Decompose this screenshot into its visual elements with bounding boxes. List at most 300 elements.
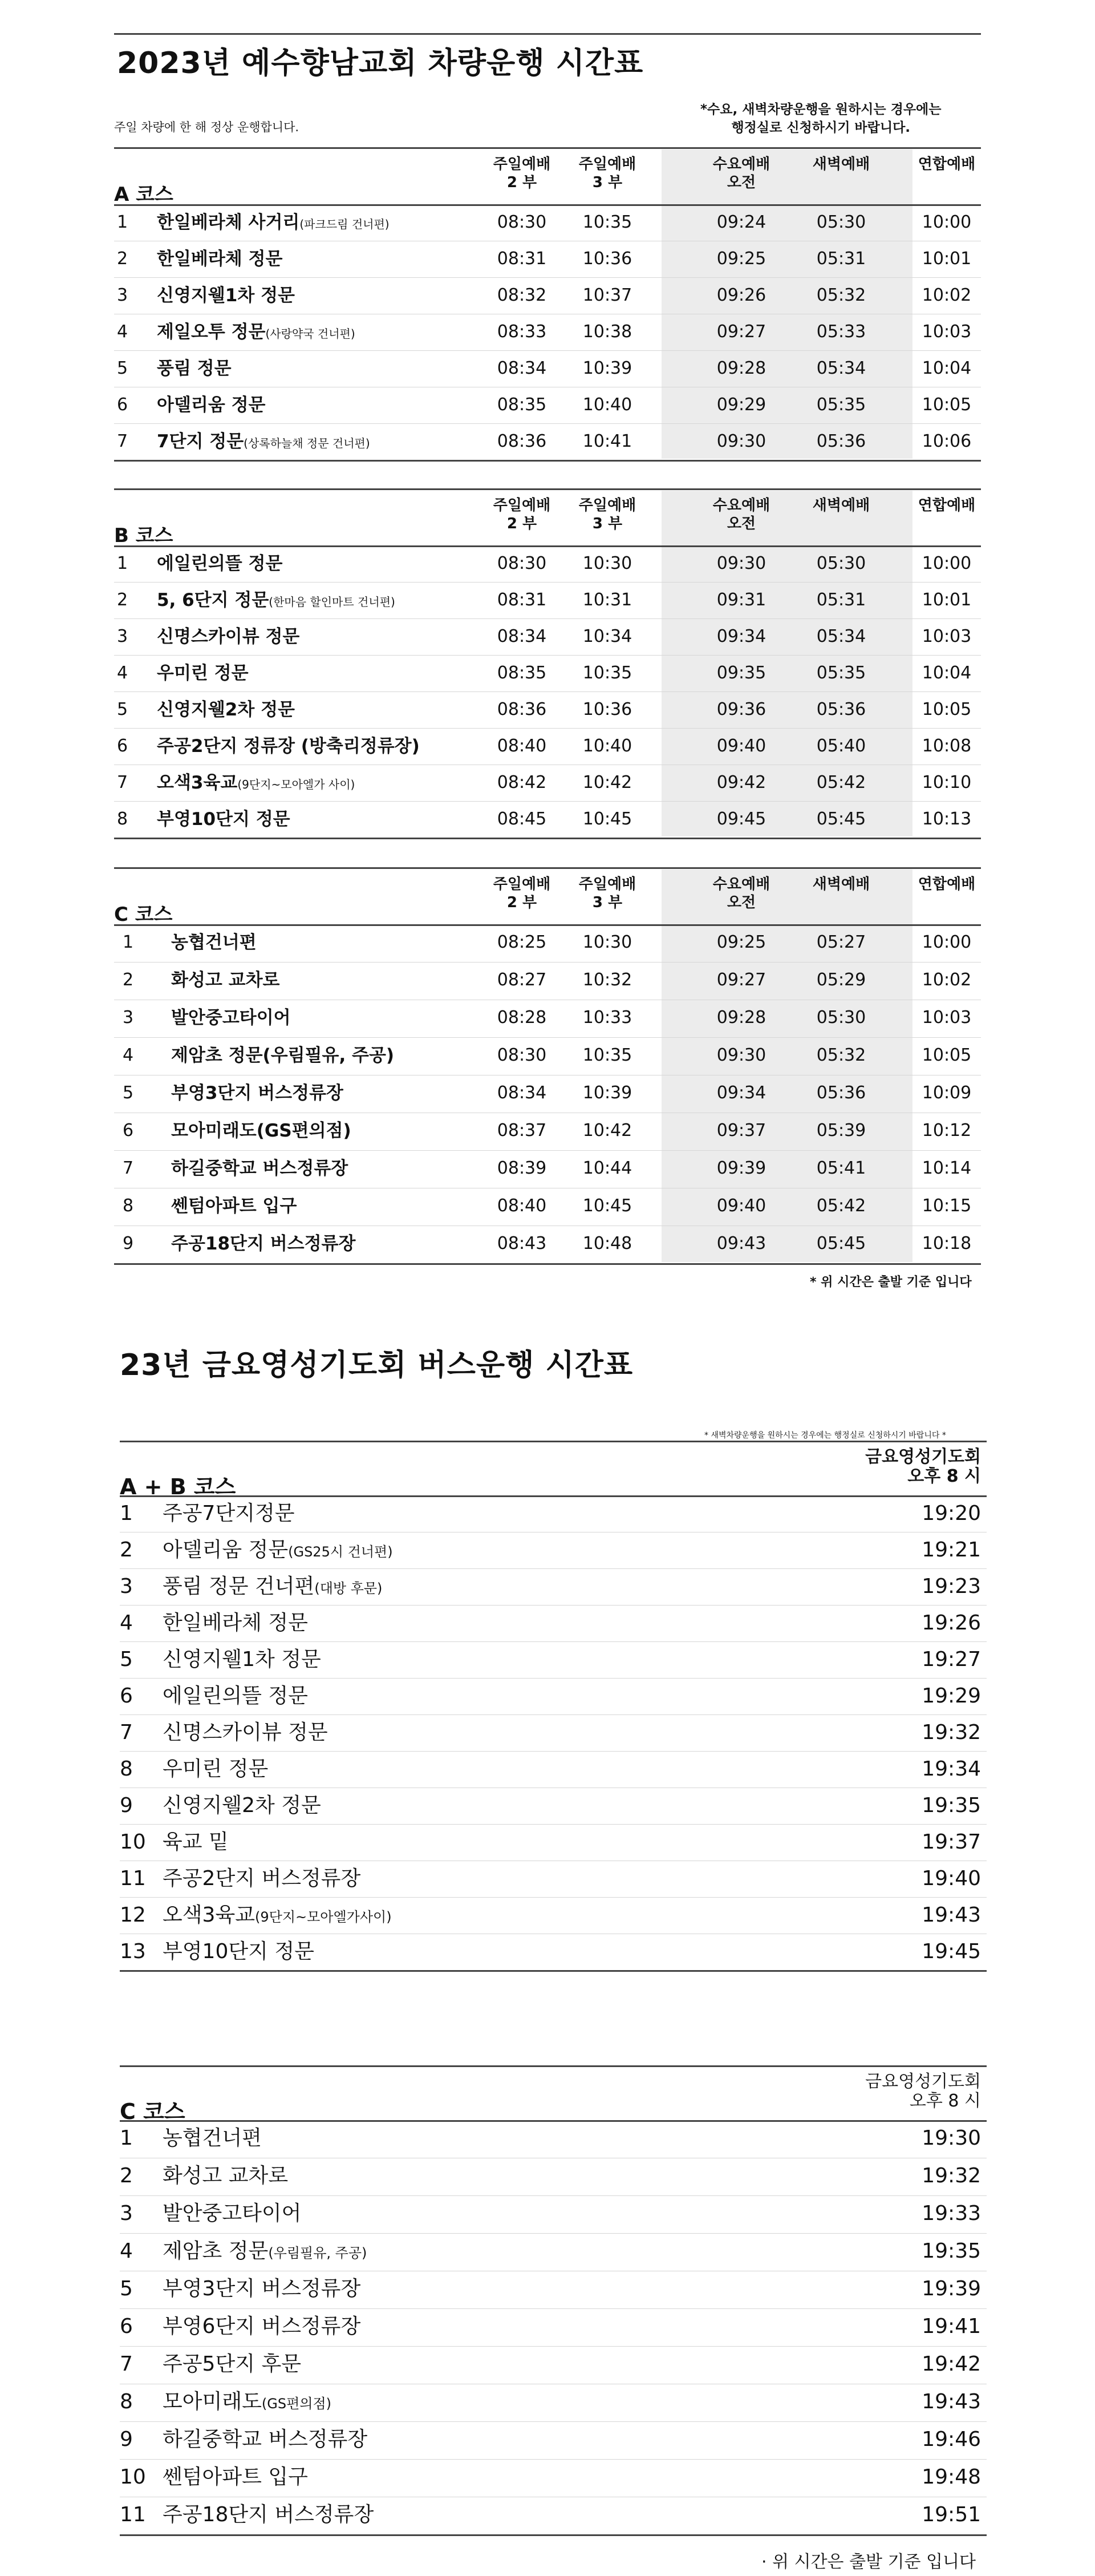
courseA-time-cell: 10:38 (582, 322, 632, 342)
courseA-time-cell: 05:34 (816, 358, 866, 378)
stop-name: 7단지 정문 (157, 431, 244, 452)
courseA-time-cell: 10:40 (582, 395, 632, 415)
courseC-time-cell: 05:39 (816, 1121, 866, 1141)
friAB-row-num: 12 (120, 1903, 146, 1927)
stop-name: 제일오투 정문 (157, 322, 266, 342)
stop-name: 화성고 교차로 (163, 2164, 289, 2187)
courseA-col-header-2: 수요예배 오전 (712, 156, 770, 191)
stop-name: 발안중고타이어 (163, 2202, 302, 2225)
courseA-time-cell: 09:25 (716, 249, 766, 269)
friC-course-name: C 코스 (120, 2099, 185, 2124)
stop-name: 신영지웰2차 정문 (157, 699, 295, 720)
courseB-time-cell: 10:45 (582, 809, 632, 829)
courseB-header-rule (114, 488, 981, 490)
stop-name: 주공2단지 버스정류장 (163, 1867, 361, 1890)
courseB-row-num: 6 (117, 736, 128, 756)
courseC-time-cell: 05:45 (816, 1234, 866, 1253)
courseA-time-cell: 05:30 (816, 212, 866, 232)
stop-name: 한일베라체 정문 (163, 1611, 308, 1635)
friC-row-stop (163, 2271, 360, 2307)
courseA-time-cell: 05:31 (816, 249, 866, 269)
friAB-bottom-rule (120, 1970, 987, 1972)
stop-name: 풍림 정문 (157, 358, 232, 379)
friAB-row-stop (163, 1897, 392, 1934)
courseB-time-cell: 09:40 (716, 736, 766, 756)
courseB-course-name: B 코스 (114, 524, 173, 547)
courseB-time-cell: 08:31 (497, 590, 547, 610)
friAB-time-cell: 19:34 (922, 1757, 981, 1781)
stop-name: 육교 밑 (163, 1830, 229, 1854)
courseC-time-cell: 09:43 (716, 1234, 766, 1253)
courseC-row-num: 2 (123, 970, 134, 990)
courseA-time-cell: 10:04 (922, 358, 972, 378)
courseB-time-cell: 08:42 (497, 773, 547, 792)
footnote-weekly: * 위 시간은 출발 기준 입니다 (810, 1275, 972, 1289)
friC-row-num: 11 (120, 2503, 146, 2526)
friAB-row-num: 1 (120, 1502, 133, 1525)
friC-time-cell: 19:30 (922, 2126, 981, 2150)
friAB-time-cell: 19:27 (922, 1648, 981, 1671)
friC-time-cell: 19:41 (922, 2315, 981, 2338)
courseC-time-cell: 10:12 (922, 1121, 972, 1141)
courseC-row-num: 8 (123, 1196, 134, 1216)
stop-name: 주공2단지 정류장 (방축리정류장) (157, 736, 420, 757)
courseC-row-num: 5 (123, 1083, 134, 1103)
friAB-course-name: A + B 코스 (120, 1474, 236, 1499)
courseC-course-name: C 코스 (114, 903, 173, 926)
friAB-row-divider (120, 1824, 987, 1825)
courseB-time-cell: 09:45 (716, 809, 766, 829)
friC-row-num: 10 (120, 2465, 146, 2489)
courseA-time-cell: 10:36 (582, 249, 632, 269)
friAB-time-cell: 19:40 (922, 1867, 981, 1890)
courseC-row-stop (171, 1226, 355, 1262)
stop-name: 한일베라체 사거리 (157, 212, 300, 233)
friC-col-header: 금요영성기도회 오후 8 시 (865, 2072, 981, 2111)
top-rule (114, 33, 981, 35)
friAB-row-num: 2 (120, 1538, 133, 1562)
courseC-time-cell: 08:37 (497, 1121, 547, 1141)
courseC-row-num: 3 (123, 1008, 134, 1028)
friAB-row-stop (163, 1568, 382, 1605)
courseB-time-cell: 05:42 (816, 773, 866, 792)
courseC-time-cell: 10:42 (582, 1121, 632, 1141)
courseB-time-cell: 10:42 (582, 773, 632, 792)
friAB-row-num: 8 (120, 1757, 133, 1781)
courseA-time-cell: 10:03 (922, 322, 972, 342)
courseC-time-cell: 10:48 (582, 1234, 632, 1253)
friC-time-cell: 19:48 (922, 2465, 981, 2489)
courseC-time-cell: 09:37 (716, 1121, 766, 1141)
courseA-course-name: A 코스 (114, 183, 173, 206)
courseB-time-cell: 05:40 (816, 736, 866, 756)
courseC-time-cell: 09:25 (716, 932, 766, 952)
friAB-time-cell: 19:21 (922, 1538, 981, 1562)
courseA-col-header-4: 연합예배 (918, 156, 976, 173)
courseB-time-cell: 08:45 (497, 809, 547, 829)
courseB-time-cell: 10:30 (582, 553, 632, 573)
stop-name: 풍림 정문 건너편 (163, 1575, 315, 1598)
courseC-time-cell: 10:33 (582, 1008, 632, 1028)
courseA-time-cell: 05:32 (816, 285, 866, 305)
friAB-time-cell: 19:35 (922, 1794, 981, 1817)
friAB-row-stop (163, 1861, 360, 1897)
courseB-row-stop (157, 655, 249, 691)
courseA-time-cell: 08:36 (497, 431, 547, 451)
courseA-time-cell: 10:02 (922, 285, 972, 305)
friC-bottom-rule (120, 2534, 987, 2536)
courseA-row-num: 5 (117, 358, 128, 378)
courseB-col-header-0: 주일예배 2 부 (493, 497, 551, 532)
courseB-time-cell: 08:36 (497, 699, 547, 719)
friAB-row-stop (163, 1751, 268, 1788)
courseC-header-rule (114, 867, 981, 869)
courseC-time-cell: 10:03 (922, 1008, 972, 1028)
courseB-time-cell: 10:10 (922, 773, 972, 792)
stop-name: 우미린 정문 (163, 1757, 269, 1781)
courseC-time-cell: 09:34 (716, 1083, 766, 1103)
courseA-time-cell: 08:35 (497, 395, 547, 415)
stop-name: 모아미래도 (163, 2390, 262, 2413)
courseC-time-cell: 09:28 (716, 1008, 766, 1028)
courseC-row-num: 7 (123, 1158, 134, 1178)
courseB-time-cell: 08:40 (497, 736, 547, 756)
courseC-col-header-2: 수요예배 오전 (712, 876, 770, 911)
friC-time-cell: 19:51 (922, 2503, 981, 2526)
friC-row-num: 1 (120, 2126, 133, 2150)
courseC-time-cell: 08:25 (497, 932, 547, 952)
courseA-time-cell: 08:32 (497, 285, 547, 305)
courseB-time-cell: 05:45 (816, 809, 866, 829)
friC-time-cell: 19:43 (922, 2390, 981, 2413)
stop-name: 부영10단지 정문 (157, 809, 290, 830)
courseB-row-num: 8 (117, 809, 128, 829)
courseC-time-cell: 10:45 (582, 1196, 632, 1216)
courseB-time-cell: 09:42 (716, 773, 766, 792)
courseB-time-cell: 08:34 (497, 626, 547, 646)
courseC-time-cell: 10:15 (922, 1196, 972, 1216)
courseA-time-cell: 08:34 (497, 358, 547, 378)
friC-row-num: 3 (120, 2202, 133, 2225)
courseB-time-cell: 05:30 (816, 553, 866, 573)
courseB-time-cell: 09:36 (716, 699, 766, 719)
courseC-time-cell: 10:05 (922, 1045, 972, 1065)
stop-note: (파크드림 건너편) (299, 217, 390, 231)
courseA-time-cell: 10:37 (582, 285, 632, 305)
stop-name: 주공18단지 버스정류장 (171, 1234, 356, 1254)
courseB-col-header-3: 새벽예배 (812, 497, 870, 514)
friC-row-stop (163, 2195, 301, 2232)
friAB-row-num: 5 (120, 1648, 133, 1671)
courseA-row-num: 4 (117, 322, 128, 342)
friAB-row-num: 7 (120, 1721, 133, 1744)
stop-name: 하길중학교 버스정류장 (163, 2428, 368, 2451)
courseC-time-cell: 08:28 (497, 1008, 547, 1028)
friAB-row-stop (163, 1824, 229, 1861)
friC-row-num: 4 (120, 2239, 133, 2263)
stop-name: 신명스카이뷰 정문 (163, 1721, 328, 1744)
stop-note: (9단지~모아엘가 사이) (237, 778, 355, 791)
courseB-time-cell: 05:36 (816, 699, 866, 719)
courseC-row-stop (171, 962, 279, 998)
courseA-row-stop (157, 387, 265, 423)
friAB-row-num: 11 (120, 1867, 146, 1890)
courseC-time-cell: 08:43 (497, 1234, 547, 1253)
courseB-time-cell: 10:04 (922, 663, 972, 683)
friC-time-cell: 19:42 (922, 2352, 981, 2376)
courseB-time-cell: 10:35 (582, 663, 632, 683)
courseC-bottom-rule (114, 1263, 981, 1265)
courseC-time-cell: 09:39 (716, 1158, 766, 1178)
courseB-time-cell: 10:05 (922, 699, 972, 719)
courseA-col-header-1: 주일예배 3 부 (578, 156, 636, 191)
courseA-row-stop (157, 277, 295, 314)
friAB-row-stop (163, 1678, 308, 1714)
friAB-header-rule (120, 1441, 987, 1442)
friAB-time-cell: 19:23 (922, 1575, 981, 1598)
courseA-time-cell: 10:35 (582, 212, 632, 232)
courseC-row-num: 4 (123, 1045, 134, 1065)
courseC-time-cell: 05:30 (816, 1008, 866, 1028)
courseB-row-stop (157, 582, 395, 618)
stop-name: 제암초 정문 (163, 2239, 269, 2263)
friC-row-stop (163, 2421, 367, 2458)
courseC-time-cell: 10:00 (922, 932, 972, 952)
courseA-time-cell: 09:26 (716, 285, 766, 305)
courseB-row-stop (157, 728, 420, 765)
friAB-row-stop (163, 1532, 393, 1568)
friAB-row-stop (163, 1495, 295, 1532)
courseB-row-stop (157, 765, 355, 801)
courseC-row-stop (171, 1150, 348, 1187)
note-left: 주일 차량에 한 해 정상 운행합니다. (114, 120, 299, 134)
friC-row-stop (163, 2384, 331, 2420)
courseA-row-num: 6 (117, 395, 128, 415)
courseA-time-cell: 08:30 (497, 212, 547, 232)
courseC-time-cell: 08:30 (497, 1045, 547, 1065)
courseB-time-cell: 10:01 (922, 590, 972, 610)
stop-note: (GS편의점) (261, 2396, 332, 2412)
courseC-row-stop (171, 1075, 343, 1111)
courseA-time-cell: 09:30 (716, 431, 766, 451)
friAB-row-num: 13 (120, 1940, 146, 1963)
stop-name: 아델리움 정문 (157, 395, 266, 415)
stop-note: (사랑약국 건너편) (265, 327, 355, 341)
courseA-time-cell: 10:05 (922, 395, 972, 415)
courseC-time-cell: 10:14 (922, 1158, 972, 1178)
courseA-time-cell: 09:28 (716, 358, 766, 378)
stop-name: 쎈텀아파트 입구 (163, 2465, 308, 2489)
courseA-row-stop (157, 204, 390, 241)
courseC-time-cell: 08:27 (497, 970, 547, 990)
courseC-row-stop (171, 1113, 351, 1149)
courseC-time-cell: 10:32 (582, 970, 632, 990)
stop-name: 주공5단지 후문 (163, 2352, 302, 2376)
courseC-time-cell: 09:27 (716, 970, 766, 990)
courseA-row-stop (157, 350, 232, 387)
courseA-row-num: 1 (117, 212, 128, 232)
courseB-col-header-1: 주일예배 3 부 (578, 497, 636, 532)
courseC-time-cell: 05:29 (816, 970, 866, 990)
courseC-row-stop (171, 1000, 291, 1036)
stop-name: 오색3육교 (157, 773, 238, 793)
friC-time-cell: 19:46 (922, 2428, 981, 2451)
courseA-row-num: 7 (117, 431, 128, 451)
courseC-col-header-3: 새벽예배 (812, 876, 870, 893)
courseA-row-stop (157, 423, 370, 460)
courseB-time-cell: 10:03 (922, 626, 972, 646)
friC-row-stop (163, 2459, 308, 2496)
courseA-row-num: 2 (117, 249, 128, 269)
courseA-col-header-3: 새벽예배 (812, 156, 870, 173)
courseA-time-cell: 05:35 (816, 395, 866, 415)
friAB-row-num: 10 (120, 1830, 146, 1854)
courseC-time-cell: 10:30 (582, 932, 632, 952)
courseB-row-num: 7 (117, 773, 128, 792)
courseC-time-cell: 10:39 (582, 1083, 632, 1103)
courseB-time-cell: 10:08 (922, 736, 972, 756)
courseA-time-cell: 05:33 (816, 322, 866, 342)
courseB-row-stop (157, 801, 290, 838)
courseB-time-cell: 10:40 (582, 736, 632, 756)
courseB-time-cell: 05:31 (816, 590, 866, 610)
stop-name: 쎈텀아파트 입구 (171, 1196, 297, 1216)
stop-note: (대방 후문) (314, 1580, 383, 1596)
courseC-col-header-0: 주일예배 2 부 (493, 876, 551, 911)
courseC-time-cell: 05:42 (816, 1196, 866, 1216)
stop-name: 에일린의뜰 정문 (157, 553, 283, 574)
courseC-time-cell: 10:35 (582, 1045, 632, 1065)
courseC-time-cell: 10:02 (922, 970, 972, 990)
friAB-time-cell: 19:45 (922, 1940, 981, 1963)
courseB-time-cell: 05:35 (816, 663, 866, 683)
page-title-weekly: 2023년 예수향남교회 차량운행 시간표 (117, 46, 644, 80)
courseB-col-header-2: 수요예배 오전 (712, 497, 770, 532)
courseA-row-num: 3 (117, 285, 128, 305)
courseC-time-cell: 10:18 (922, 1234, 972, 1253)
friC-row-num: 2 (120, 2164, 133, 2187)
stop-name: 한일베라체 정문 (157, 249, 283, 269)
courseC-row-stop (171, 1188, 297, 1224)
stop-note: (우림필유, 주공) (268, 2245, 367, 2261)
stop-name: 제암초 정문(우림필유, 주공) (171, 1045, 395, 1066)
courseA-row-stop (157, 314, 355, 350)
courseC-time-cell: 05:41 (816, 1158, 866, 1178)
courseB-bottom-rule (114, 838, 981, 839)
friAB-row-num: 3 (120, 1575, 133, 1598)
stop-name: 아델리움 정문 (163, 1538, 289, 1562)
courseB-row-num: 1 (117, 553, 128, 573)
courseB-col-header-4: 연합예배 (918, 497, 976, 514)
courseA-col-header-0: 주일예배 2 부 (493, 156, 551, 191)
courseA-time-cell: 09:24 (716, 212, 766, 232)
courseB-row-stop (157, 618, 299, 655)
courseC-row-num: 9 (123, 1234, 134, 1253)
courseA-time-cell: 10:41 (582, 431, 632, 451)
friC-row-stop (163, 2158, 288, 2194)
stop-name: 에일린의뜰 정문 (163, 1684, 308, 1708)
courseC-time-cell: 08:40 (497, 1196, 547, 1216)
stop-note: (9단지~모아엘가사이) (255, 1909, 392, 1925)
courseC-col-header-4: 연합예배 (918, 876, 976, 893)
friAB-time-cell: 19:29 (922, 1684, 981, 1708)
courseB-row-num: 4 (117, 663, 128, 683)
friC-row-num: 8 (120, 2390, 133, 2413)
stop-name: 농협건너편 (171, 932, 257, 953)
friAB-time-cell: 19:32 (922, 1721, 981, 1744)
courseB-time-cell: 10:13 (922, 809, 972, 829)
friC-row-num: 9 (120, 2428, 133, 2451)
friAB-row-stop (163, 1714, 328, 1751)
friC-row-stop (163, 2233, 367, 2270)
stop-name: 부영3단지 버스정류장 (171, 1083, 343, 1103)
stop-name: 신영지웰2차 정문 (163, 1794, 321, 1817)
stop-name: 하길중학교 버스정류장 (171, 1158, 348, 1179)
friC-time-cell: 19:32 (922, 2164, 981, 2187)
stop-name: 신영지웰1차 정문 (163, 1648, 321, 1671)
friC-row-stop (163, 2120, 262, 2157)
courseC-row-stop (171, 1037, 394, 1074)
stop-name: 부영10단지 정문 (163, 1940, 314, 1963)
courseC-time-cell: 08:39 (497, 1158, 547, 1178)
stop-name: 신영지웰1차 정문 (157, 285, 295, 306)
courseC-time-cell: 05:32 (816, 1045, 866, 1065)
friAB-row-num: 4 (120, 1611, 133, 1635)
courseB-time-cell: 09:35 (716, 663, 766, 683)
courseC-time-cell: 05:36 (816, 1083, 866, 1103)
stop-name: 5, 6단지 정문 (157, 590, 269, 610)
stop-name: 발안중고타이어 (171, 1008, 291, 1028)
friAB-row-stop (163, 1641, 321, 1678)
courseC-row-stop (171, 924, 257, 961)
stop-name: 모아미래도(GS편의점) (171, 1121, 351, 1141)
courseC-col-header-1: 주일예배 3 부 (578, 876, 636, 911)
stop-name: 화성고 교차로 (171, 970, 280, 990)
courseA-time-cell: 08:31 (497, 249, 547, 269)
courseB-time-cell: 05:34 (816, 626, 866, 646)
note-right: *수요, 새벽차량운행을 원하시는 경우에는 행정실로 신청하시기 바랍니다. (700, 102, 942, 135)
courseA-time-cell: 09:27 (716, 322, 766, 342)
friAB-col-header: 금요영성기도회 오후 8 시 (865, 1447, 981, 1486)
stop-note: (GS25시 건너편) (288, 1544, 393, 1560)
courseA-time-cell: 10:06 (922, 431, 972, 451)
stop-name: 우미린 정문 (157, 663, 249, 684)
friC-row-num: 6 (120, 2315, 133, 2338)
page-title-friday: 23년 금요영성기도회 버스운행 시간표 (120, 1348, 634, 1382)
friC-header-rule (120, 2065, 987, 2067)
friC-time-cell: 19:35 (922, 2239, 981, 2263)
courseB-time-cell: 10:34 (582, 626, 632, 646)
courseA-header-rule (114, 147, 981, 149)
stop-name: 신명스카이뷰 정문 (157, 626, 300, 647)
friAB-row-stop (163, 1605, 308, 1641)
friC-time-cell: 19:33 (922, 2202, 981, 2225)
courseC-time-cell: 10:44 (582, 1158, 632, 1178)
courseC-row-num: 1 (123, 932, 134, 952)
courseB-row-num: 2 (117, 590, 128, 610)
friC-row-num: 5 (120, 2277, 133, 2300)
stop-name: 부영6단지 버스정류장 (163, 2315, 361, 2338)
stop-name: 주공18단지 버스정류장 (163, 2503, 374, 2526)
courseA-time-cell: 10:01 (922, 249, 972, 269)
footnote-friday: · 위 시간은 출발 기준 입니다 (761, 2552, 976, 2572)
courseA-time-cell: 10:39 (582, 358, 632, 378)
courseA-time-cell: 08:33 (497, 322, 547, 342)
courseA-time-cell: 05:36 (816, 431, 866, 451)
courseC-time-cell: 08:34 (497, 1083, 547, 1103)
stop-note: (상록하늘채 정문 건너편) (244, 436, 370, 450)
courseB-time-cell: 09:34 (716, 626, 766, 646)
